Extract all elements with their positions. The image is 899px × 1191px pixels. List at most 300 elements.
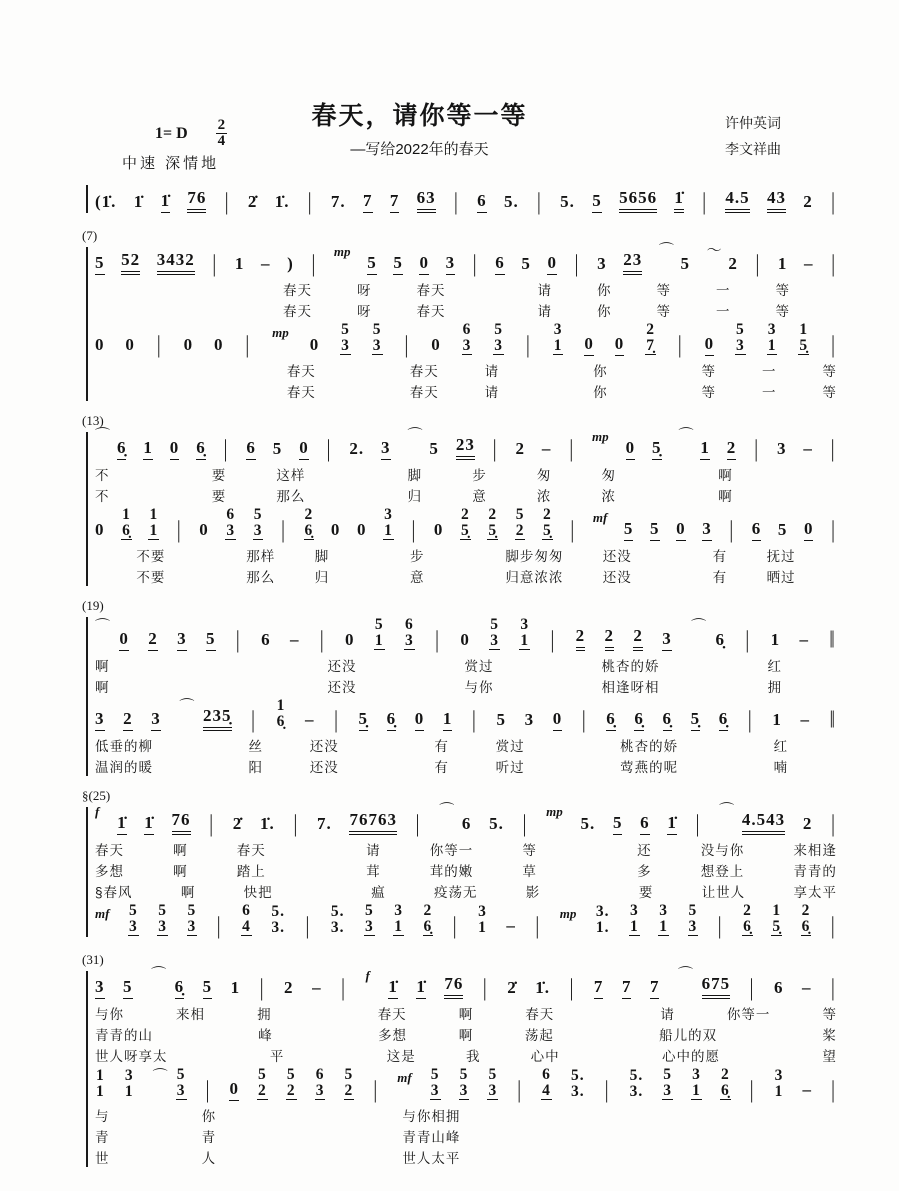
note: (1̇.	[95, 192, 117, 211]
chord-lower-note: 5̣	[543, 522, 552, 539]
barline: |	[259, 975, 265, 1002]
lyric-syllable: 你	[597, 304, 612, 319]
note: 0	[199, 520, 209, 539]
note: 5	[777, 520, 788, 539]
note: 0	[170, 438, 180, 460]
lyric-syllable: 不	[95, 468, 110, 483]
note: 6	[261, 630, 271, 649]
lyric-syllable: 青	[201, 1130, 217, 1145]
note: 76	[172, 810, 191, 835]
chord	[276, 698, 287, 731]
slur-mark: ⌒	[658, 243, 674, 259]
note: 0	[330, 520, 341, 539]
lyric-syllable: 等	[822, 385, 837, 400]
note: 1̇	[117, 813, 127, 835]
chord-upper-note: 2	[460, 506, 470, 523]
chord-upper-note: 5.	[330, 903, 345, 920]
barline: |	[435, 627, 440, 654]
lyric-line	[95, 1146, 837, 1167]
note: 2	[802, 814, 813, 833]
note: 1̇.	[535, 978, 551, 997]
chord	[645, 322, 656, 356]
chord-lower-note: 1	[767, 337, 777, 354]
dynamic-mark: mf	[95, 906, 110, 921]
lyric-line	[95, 278, 837, 299]
barline: |	[831, 811, 836, 838]
lyric-syllable: 青青的山	[95, 1028, 153, 1043]
lyric-syllable: 步	[410, 549, 425, 564]
lyric-line	[95, 565, 837, 586]
chord-upper-note: 3	[394, 902, 403, 919]
chord-upper-note: 5	[430, 1066, 440, 1083]
score-body	[82, 183, 837, 1179]
slur-mark: ⌒	[152, 1069, 168, 1085]
note: 3	[524, 710, 535, 729]
chord	[404, 617, 415, 651]
chord-upper-note: 5	[341, 321, 350, 338]
dynamic-mark: f	[95, 804, 100, 819]
system-bracket	[86, 967, 837, 1167]
lyric-syllable: 你等一	[726, 1007, 771, 1022]
measure-number-label: (13)	[82, 413, 104, 428]
lyric-syllable: 春天	[416, 304, 446, 319]
barline: |	[569, 436, 575, 463]
chord-upper-note: 3	[124, 1067, 134, 1084]
slur-mark: ⌒	[151, 967, 167, 983]
note: 5	[203, 977, 213, 999]
chord-upper-note: 2	[801, 902, 811, 919]
note: 2	[576, 626, 586, 651]
note: 1̇	[674, 188, 684, 213]
chord-lower-note: 1	[384, 522, 393, 539]
lyric-line	[95, 880, 837, 901]
chord-upper-note: 5	[187, 902, 197, 919]
chord	[459, 1067, 470, 1101]
chord-lower-note: 3	[488, 1082, 498, 1099]
note: 1̇.	[259, 814, 275, 833]
lyric-syllable: 那么	[276, 489, 306, 504]
note: 3	[95, 977, 105, 999]
note: 1	[700, 438, 710, 460]
chord-upper-note: 5	[158, 902, 167, 919]
note: 235̣	[203, 706, 232, 731]
note: 3	[446, 253, 456, 275]
lyric-syllable: 温润的暖	[95, 760, 153, 775]
lyric-syllable: 与	[95, 1109, 110, 1124]
chord-lower-note: 3	[663, 1082, 673, 1099]
note: 1	[234, 254, 245, 273]
meter-numerator: 2	[217, 117, 226, 133]
barline: |	[492, 436, 498, 463]
system-bracket	[86, 428, 837, 586]
chord	[304, 507, 315, 541]
chord-upper-note: 5.	[271, 903, 285, 920]
note: 5	[680, 254, 691, 273]
chord-upper-note: 2	[543, 506, 552, 523]
lyric-syllable: 世人太平	[402, 1151, 461, 1166]
lyric-syllable: 意	[472, 489, 487, 504]
chord-lower-note: 7̣	[646, 337, 655, 354]
note: 1̇	[388, 977, 398, 999]
barline: |	[176, 517, 182, 544]
note: 1	[443, 709, 453, 731]
lyric-syllable: 晒过	[766, 570, 796, 585]
note: –	[289, 630, 300, 649]
lyric-syllable: 红	[767, 659, 782, 674]
lyric-syllable: 啊	[458, 1007, 474, 1022]
lyric-syllable: 听过	[495, 760, 525, 775]
lyric-syllable: §春风	[95, 885, 133, 900]
song-title: 春天，请你等一等	[311, 102, 528, 130]
chord-upper-note: 1	[772, 902, 782, 919]
music-line	[95, 506, 837, 544]
barline: |	[749, 1077, 755, 1104]
barline: |	[831, 189, 836, 216]
chord-lower-note: 3	[187, 918, 197, 935]
system-bracket	[86, 243, 837, 401]
note: 5	[650, 519, 660, 541]
note: –	[801, 978, 812, 997]
lyric-line	[95, 544, 837, 565]
note: 1	[143, 438, 153, 460]
music-line	[95, 697, 837, 734]
lyric-syllable: 草	[522, 864, 537, 879]
lyric-syllable: 春天	[409, 364, 439, 379]
system-bracket	[86, 617, 837, 776]
chord-lower-note: 3	[405, 632, 414, 649]
chord-upper-note: 5.	[570, 1067, 585, 1084]
barline: |	[472, 251, 478, 278]
lyric-syllable: 等	[656, 283, 671, 298]
slur-mark: ⌒	[719, 803, 735, 819]
barline: |	[472, 707, 477, 734]
chord-lower-note: 6̣	[743, 918, 752, 935]
music-line	[95, 321, 837, 359]
barline: |	[569, 975, 575, 1002]
lyric-syllable: 请	[537, 283, 552, 298]
chord	[344, 1067, 355, 1101]
note: 6	[640, 813, 650, 835]
note: 5̣	[652, 438, 662, 460]
barline: |	[415, 811, 421, 838]
chord-lower-note: 3	[688, 918, 698, 935]
composer: 李文祥曲	[725, 141, 781, 157]
note: 2	[728, 254, 738, 273]
note: 6̣	[719, 709, 729, 731]
chord	[658, 903, 669, 937]
note: 3	[381, 438, 391, 460]
chord	[330, 904, 346, 937]
note: 0	[299, 438, 309, 460]
chord-lower-note: 3.	[629, 1083, 644, 1100]
note: 6	[477, 191, 487, 213]
lyric-syllable: 丝	[248, 739, 264, 754]
note: 3	[662, 629, 672, 651]
barline: |	[235, 627, 241, 654]
chord-lower-note: 3	[462, 337, 472, 354]
note: 3	[776, 439, 787, 458]
note: 76763	[349, 810, 397, 835]
note: –	[800, 710, 810, 729]
system	[82, 788, 837, 940]
note: 6̣	[715, 630, 726, 649]
slur-mark: ⌒	[95, 428, 111, 444]
barline: |	[373, 1077, 379, 1104]
lyric-syllable: 等	[822, 364, 837, 379]
lyric-syllable: 来相逢	[793, 843, 837, 858]
lyric-syllable: 你	[201, 1109, 217, 1124]
note: 5	[123, 977, 133, 999]
chord-upper-note: 5	[494, 321, 504, 338]
barline: |	[281, 517, 286, 544]
lyric-syllable: 拥	[767, 680, 782, 695]
note: 1̇	[416, 977, 426, 999]
chord	[477, 904, 488, 937]
chord	[801, 903, 812, 937]
barline: |	[482, 975, 488, 1002]
chord-lower-note: 1	[394, 918, 403, 935]
note: 1̇.	[274, 192, 290, 211]
barline: |	[745, 627, 751, 654]
note: 0	[229, 1079, 239, 1101]
chord-upper-note: 5	[372, 321, 382, 338]
chord-upper-note: 5	[286, 1066, 296, 1083]
chord-lower-note: 3.	[271, 919, 285, 936]
chord-lower-note: 1	[553, 337, 563, 354]
barline: |	[570, 517, 576, 544]
chord	[542, 507, 553, 541]
music-line	[95, 243, 837, 278]
lyric-syllable: 春天	[95, 843, 124, 858]
lyric-syllable: 啊	[95, 659, 110, 674]
lyricist: 许仲英词	[725, 115, 781, 131]
chord	[662, 1067, 673, 1101]
chord	[430, 1067, 441, 1101]
lyric-syllable: 还没	[327, 680, 357, 695]
note: 76	[444, 974, 463, 999]
lyric-syllable: 低垂的柳	[95, 739, 153, 754]
lyric-syllable: 桨	[822, 1028, 837, 1043]
note: 0	[95, 335, 105, 354]
chord-upper-note: 5	[176, 1066, 186, 1083]
chord	[688, 903, 699, 937]
note: 2	[727, 438, 737, 460]
lyric-syllable: 春天	[409, 385, 439, 400]
song-subtitle: —写给2022年的春天	[350, 141, 489, 158]
note: 0	[345, 630, 355, 649]
note: 5	[393, 253, 403, 275]
barline: |	[311, 251, 317, 278]
lyric-line	[95, 484, 837, 505]
lyric-syllable: 抚过	[766, 549, 796, 564]
note: 5.	[580, 814, 596, 833]
note: 2̇	[232, 814, 243, 833]
lyric-syllable: 船儿的双	[659, 1028, 718, 1043]
note: 5	[624, 519, 634, 541]
chord	[629, 903, 640, 937]
chord-lower-note: 5̣	[460, 522, 470, 539]
note: –	[803, 439, 813, 458]
lyric-syllable: 等	[775, 304, 790, 319]
system	[82, 598, 837, 776]
lyric-syllable: 还没	[327, 659, 357, 674]
lyric-syllable: 要	[211, 468, 227, 483]
lyric-syllable: 啊	[173, 864, 188, 879]
lyric-syllable: 请	[660, 1007, 675, 1022]
lyric-syllable: 你等一	[429, 843, 474, 858]
barline: |	[755, 251, 761, 278]
chord-lower-note: 1	[659, 918, 668, 935]
barline: |	[830, 436, 836, 463]
lyric-syllable: 春天	[377, 1007, 407, 1022]
slur-mark: 〜	[706, 243, 722, 259]
chord	[393, 903, 404, 937]
lyric-syllable: 一	[761, 364, 777, 379]
chord-upper-note: 3.	[595, 903, 610, 920]
lyric-syllable: 心中	[530, 1049, 560, 1064]
note: 0	[553, 709, 563, 731]
chord	[595, 904, 611, 937]
music-line	[95, 616, 837, 654]
chord-upper-note: 5.	[629, 1067, 644, 1084]
chord-upper-note: 2	[720, 1066, 730, 1083]
lyric-syllable: 一	[716, 304, 731, 319]
lyric-syllable: 还没	[602, 549, 632, 564]
lyric-syllable: 还没	[309, 760, 339, 775]
slur-mark: ⌒	[678, 428, 694, 444]
lyric-syllable: 春天	[286, 364, 316, 379]
note: 5	[272, 439, 283, 458]
chord-upper-note: 2	[423, 902, 433, 919]
note: 0	[125, 335, 135, 354]
lyric-line	[95, 1044, 837, 1065]
barline: |	[581, 707, 587, 734]
lyric-syllable: 等	[701, 385, 716, 400]
note: 3432	[157, 250, 195, 275]
lyric-syllable: 啊	[180, 885, 196, 900]
note: 675	[702, 974, 731, 999]
lyric-syllable: 那样	[246, 549, 276, 564]
chord-upper-note: 3	[692, 1066, 701, 1083]
chord-lower-note: 2	[344, 1082, 354, 1099]
note: 7	[650, 977, 660, 999]
chord-upper-note: 3	[478, 903, 487, 920]
lyric-syllable: 踏上	[236, 864, 266, 879]
music-line	[95, 902, 837, 940]
slur-mark: ⌒	[691, 619, 707, 635]
chord-upper-note: 6	[242, 902, 251, 919]
barline: |	[831, 1077, 836, 1104]
chord	[570, 1068, 586, 1101]
barline: |	[156, 332, 162, 359]
chord	[383, 507, 394, 541]
note: 6	[752, 519, 762, 541]
lyric-syllable: 有	[712, 549, 728, 564]
chord-lower-note: 2	[515, 522, 525, 539]
lyric-syllable: 要	[211, 489, 227, 504]
note: 6	[773, 978, 784, 997]
chord-lower-note: 1	[774, 1083, 784, 1100]
lyric-line	[95, 1104, 837, 1125]
note: 0	[626, 438, 636, 460]
lyric-syllable: 茸	[366, 864, 381, 879]
chord	[515, 507, 526, 541]
chord	[487, 1067, 498, 1101]
time-signature	[216, 118, 228, 149]
barline: |	[677, 332, 683, 359]
note: –	[304, 710, 315, 729]
chord-lower-note: 4	[542, 1082, 551, 1099]
lyric-syllable: 还	[637, 843, 652, 858]
lyric-syllable: 人	[201, 1151, 217, 1166]
chord-lower-note: 3	[176, 1082, 186, 1099]
barline: |	[695, 811, 701, 838]
barline: |	[550, 627, 556, 654]
lyric-syllable: 你	[597, 283, 612, 298]
dynamic-mark: mp	[272, 325, 289, 340]
chord	[735, 322, 746, 356]
chord-upper-note: 5	[344, 1066, 354, 1083]
chord-lower-note: 3	[736, 337, 745, 354]
note: 2̇	[247, 192, 258, 211]
chord	[157, 903, 168, 937]
lyric-syllable: 春天	[286, 385, 316, 400]
chord-upper-note: 3	[384, 506, 393, 523]
chord	[225, 507, 236, 541]
lyric-syllable: 相逢呀相	[601, 680, 660, 695]
lyric-syllable: 归	[314, 570, 330, 585]
barline: |	[717, 913, 723, 940]
chord-lower-note: 3	[372, 337, 382, 354]
lyric-syllable: 享太平	[793, 885, 837, 900]
note: 52	[121, 250, 140, 275]
chord-upper-note: 6	[405, 616, 414, 633]
lyric-syllable: 要	[638, 885, 654, 900]
lyric-syllable: 拥	[257, 1007, 272, 1022]
chord	[691, 1067, 702, 1101]
chord	[489, 617, 500, 651]
note: 7	[622, 977, 632, 999]
chord-upper-note: 6	[462, 321, 472, 338]
lyric-syllable: 心中的愿	[662, 1049, 720, 1064]
note: 6̣	[606, 709, 616, 731]
barline: |	[574, 251, 580, 278]
lyric-syllable: 赏过	[495, 739, 525, 754]
barline: |	[341, 975, 346, 1002]
note: –	[799, 630, 809, 649]
note: –	[802, 1080, 812, 1099]
barline: |	[537, 189, 542, 216]
chord-upper-note: 1	[96, 1067, 105, 1084]
barline: |	[411, 517, 417, 544]
chord	[253, 507, 264, 541]
note: 2	[633, 626, 643, 651]
note: 1	[772, 710, 782, 729]
lyric-syllable: 请	[537, 304, 552, 319]
barline: |	[326, 436, 332, 463]
lyric-syllable: 一	[761, 385, 777, 400]
note: 5	[367, 253, 377, 275]
lyric-line	[95, 1023, 837, 1044]
barline: |	[604, 1077, 610, 1104]
lyric-syllable: 匆	[536, 468, 552, 483]
chord-lower-note: 1.	[595, 919, 610, 936]
note: 43	[767, 188, 786, 213]
note: –	[506, 916, 516, 935]
tempo-marking: 中速 深情地	[122, 155, 220, 172]
chord-upper-note: 5	[663, 1066, 673, 1083]
note: 7	[594, 977, 604, 999]
